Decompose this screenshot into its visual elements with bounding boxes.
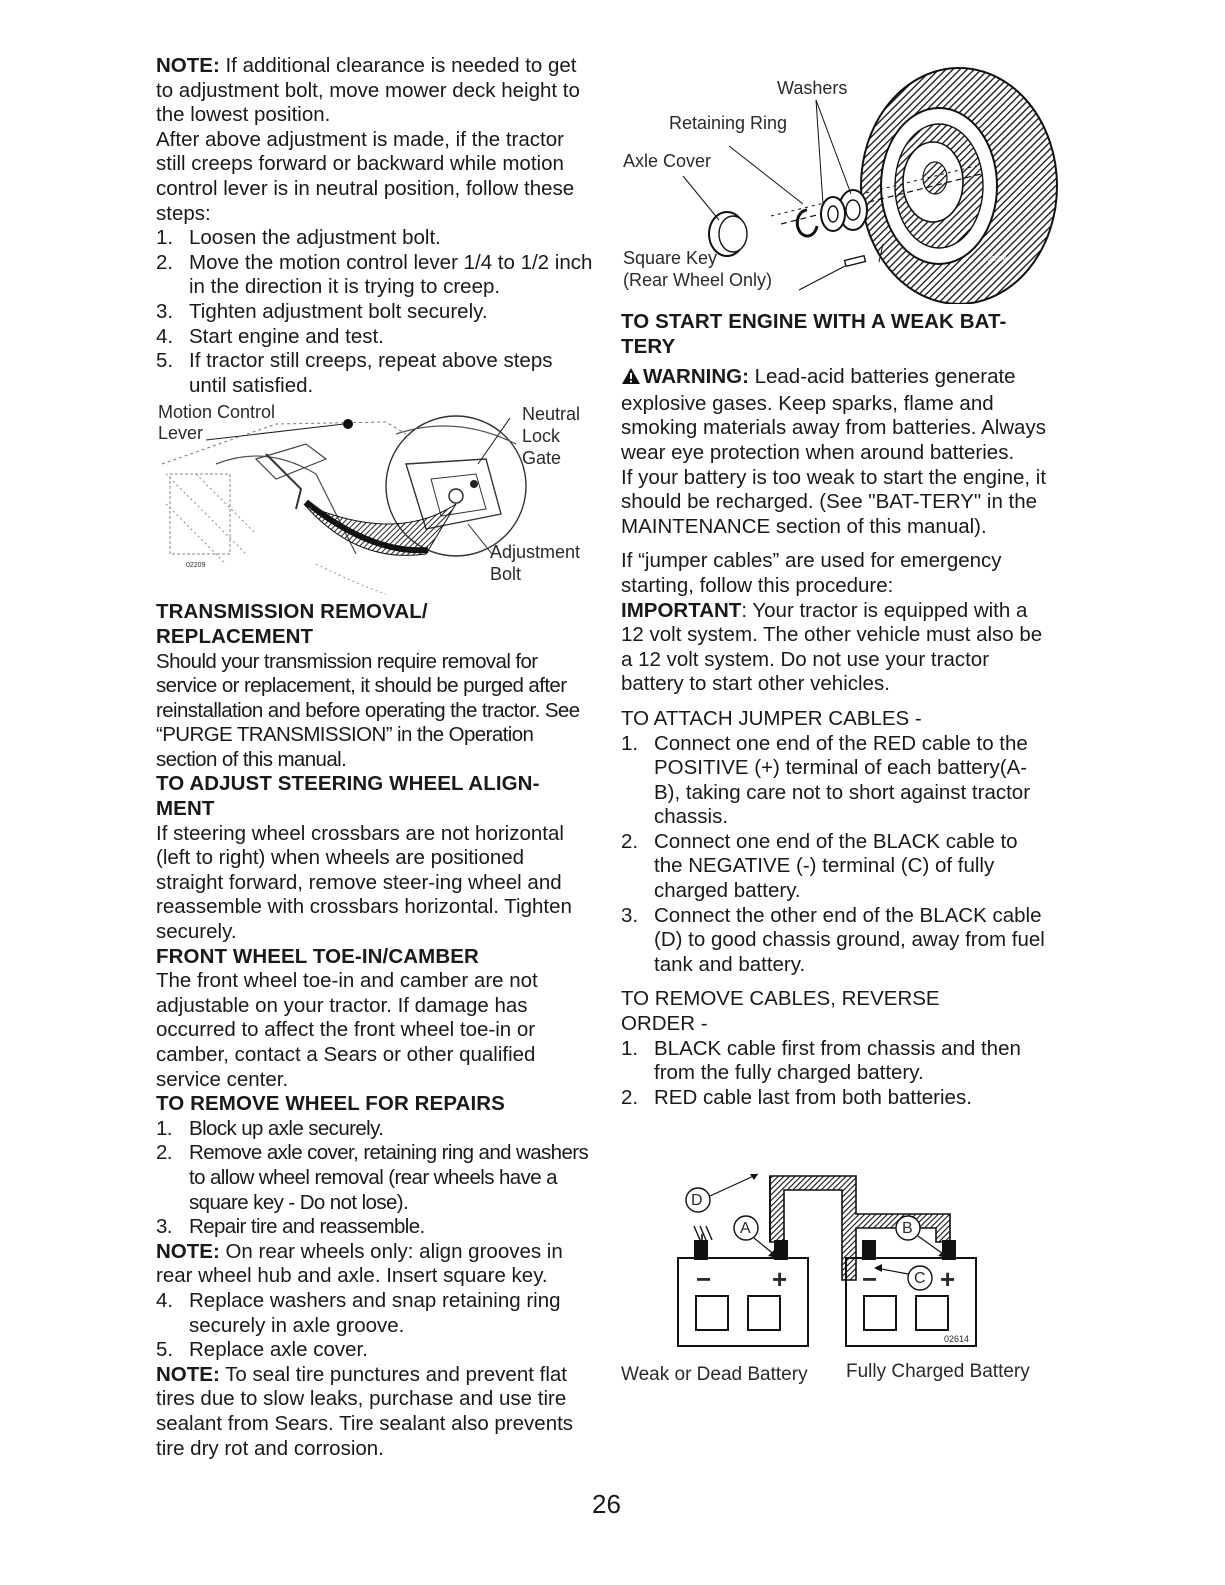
label-a: A [740, 1220, 751, 1237]
remove-cables-heading: TO REMOVE CABLES, REVERSE ORDER - [621, 987, 940, 1036]
bolt-label: Bolt [490, 564, 522, 585]
list-item: 2. Connect one end of the BLACK cable to the NEGATIVE (-) terminal (C) of fully charged battery. [621, 829, 1018, 903]
minus-sign: − [862, 1264, 878, 1294]
steering-heading: TO ADJUST STEERING WHEEL ALIGN-MENT [156, 772, 540, 821]
plus-sign: + [940, 1264, 956, 1294]
transmission-heading-line1: TRANSMISSION REMOVAL/ [156, 600, 428, 624]
warning-icon [621, 367, 641, 392]
list-item: 5. If tractor still creeps, repeat above steps until satisfied. [156, 349, 553, 397]
axle-cover-label: Axle Cover [623, 151, 712, 171]
toe-in-heading: FRONT WHEEL TOE-IN/CAMBER [156, 944, 479, 968]
lock-label: Lock [522, 426, 561, 447]
rear-wheel-note: NOTE: On rear wheels only: align grooves in rear wheel hub and axle. Insert square key. [156, 1239, 563, 1288]
figure-code: 02209 [186, 562, 206, 570]
left-column [156, 54, 594, 1461]
label-b: B [902, 1220, 913, 1237]
note-paragraph [156, 54, 594, 128]
list-item: 3. Connect the other end of the BLACK cable (D) to good chassis ground, away from fuel tank and battery. [621, 903, 1045, 976]
page-number: 26 [592, 1489, 621, 1519]
warning-paragraph: WARNING: Lead-acid batteries generate explosive gases. Keep sparks, flame and smoking materials away from batteries. Always wear eye protection when around batteries. [621, 365, 1046, 464]
attach-cables-heading: TO ATTACH JUMPER CABLES - [621, 706, 922, 730]
note-label: NOTE: [156, 54, 220, 77]
wheel-figure [621, 54, 1061, 304]
jumper-cables-text: If “jumper cables” are used for emergency starting, follow this procedure: [621, 549, 1002, 597]
neutral-label: Neutral [522, 404, 581, 425]
attach-cables-steps [621, 732, 1051, 978]
lever-label: Lever [158, 423, 204, 444]
transmission-text: Should your transmission require removal for service or replacement, it should be purged after reinstallation and before operating the tractor. See “PURGE TRANSMISSION” in the Operation section of this manual. [156, 649, 580, 771]
list-item: 1. Loosen the adjustment bolt. [156, 226, 441, 250]
retaining-ring-label: Retaining Ring [669, 113, 788, 133]
remove-wheel-steps-a [156, 1117, 594, 1240]
list-item: 4. Replace washers and snap retaining ring securely in axle groove. [156, 1288, 561, 1337]
figure-code: 02614 [944, 1334, 970, 1344]
list-item: 1. Connect one end of the RED cable to the POSITIVE (+) terminal of each battery(A-B), taking care not to short against tractor chassis. [621, 731, 1031, 829]
label-c: C [914, 1270, 926, 1287]
square-key-label: Square Key [623, 248, 718, 268]
creep-steps-list [156, 226, 594, 398]
transmission-heading-line2: REPLACEMENT [156, 624, 314, 648]
battery-figure [650, 1168, 990, 1350]
right-column [621, 310, 1051, 1110]
list-item: 2. RED cable last from both batteries. [621, 1085, 972, 1109]
list-item: 3. Tighten adjustment bolt securely. [156, 299, 488, 323]
adjustment-label: Adjustment [490, 542, 581, 563]
list-item: 1. BLACK cable first from chassis and then from the fully charged battery. [621, 1036, 1021, 1085]
after-adjustment-text: After above adjustment is made, if the tractor still creeps forward or backward while motion control lever is in neutral position, follow these steps: [156, 127, 575, 225]
weak-battery-heading: TO START ENGINE WITH A WEAK BAT-TERY [621, 310, 1007, 358]
motion-control-figure [156, 404, 594, 596]
tire-sealant-note: NOTE: To seal tire punctures and prevent flat tires due to slow leaks, purchase and use tire sealant from Sears. Tire sealant also prevents tire dry rot and corrosion. [156, 1362, 574, 1460]
weak-battery-text: If your battery is too weak to start the engine, it should be recharged. (See "BAT-TERY" in the MAINTENANCE section of this manual). [621, 465, 1047, 538]
steering-text: If steering wheel crossbars are not horizontal (left to right) when wheels are positioned straight forward, remove steer-ing wheel and reassemble with crossbars horizontal. Tighten securely. [156, 821, 572, 944]
motion-control-label: Motion Control [158, 402, 276, 423]
remove-wheel-steps-b [156, 1289, 594, 1363]
list-item: 2. Move the motion control lever 1/4 to 1/2 inch in the direction it is trying to creep. [156, 250, 593, 299]
charged-battery-caption: Fully Charged Battery [846, 1361, 1030, 1382]
list-item: 4. Start engine and test. [156, 324, 384, 348]
list-item: 3. Repair tire and reassemble. [156, 1215, 425, 1239]
rear-wheel-only-label: (Rear Wheel Only) [623, 270, 773, 290]
note-text: If additional clearance is needed to get to adjustment bolt, move mower deck height to the lowest position. [156, 54, 580, 127]
minus-sign: − [696, 1264, 712, 1294]
plus-sign: + [772, 1264, 788, 1294]
gate-label: Gate [522, 448, 562, 469]
important-paragraph: IMPORTANT: Your tractor is equipped with a 12 volt system. The other vehicle must also be a 12 volt system. Do not use your tractor battery to start other vehicles. [621, 598, 1043, 696]
weak-battery-caption: Weak or Dead Battery [621, 1364, 808, 1385]
remove-cables-steps [621, 1037, 1051, 1111]
list-item: 1. Block up axle securely. [156, 1116, 384, 1140]
list-item: 5. Replace axle cover. [156, 1338, 368, 1362]
figure-code: 02068 [987, 256, 1007, 263]
list-item: 2. Remove axle cover, retaining ring and washers to allow wheel removal (rear wheels have a square key - Do not lose). [156, 1141, 589, 1214]
label-d: D [691, 1192, 703, 1209]
washers-label: Washers [777, 78, 848, 98]
toe-in-text: The front wheel toe-in and camber are not adjustable on your tractor. If damage has occurred to affect the front wheel toe-in or camber, contact a Sears or other qualified service center. [156, 969, 538, 1091]
remove-wheel-heading: TO REMOVE WHEEL FOR REPAIRS [156, 1092, 505, 1116]
